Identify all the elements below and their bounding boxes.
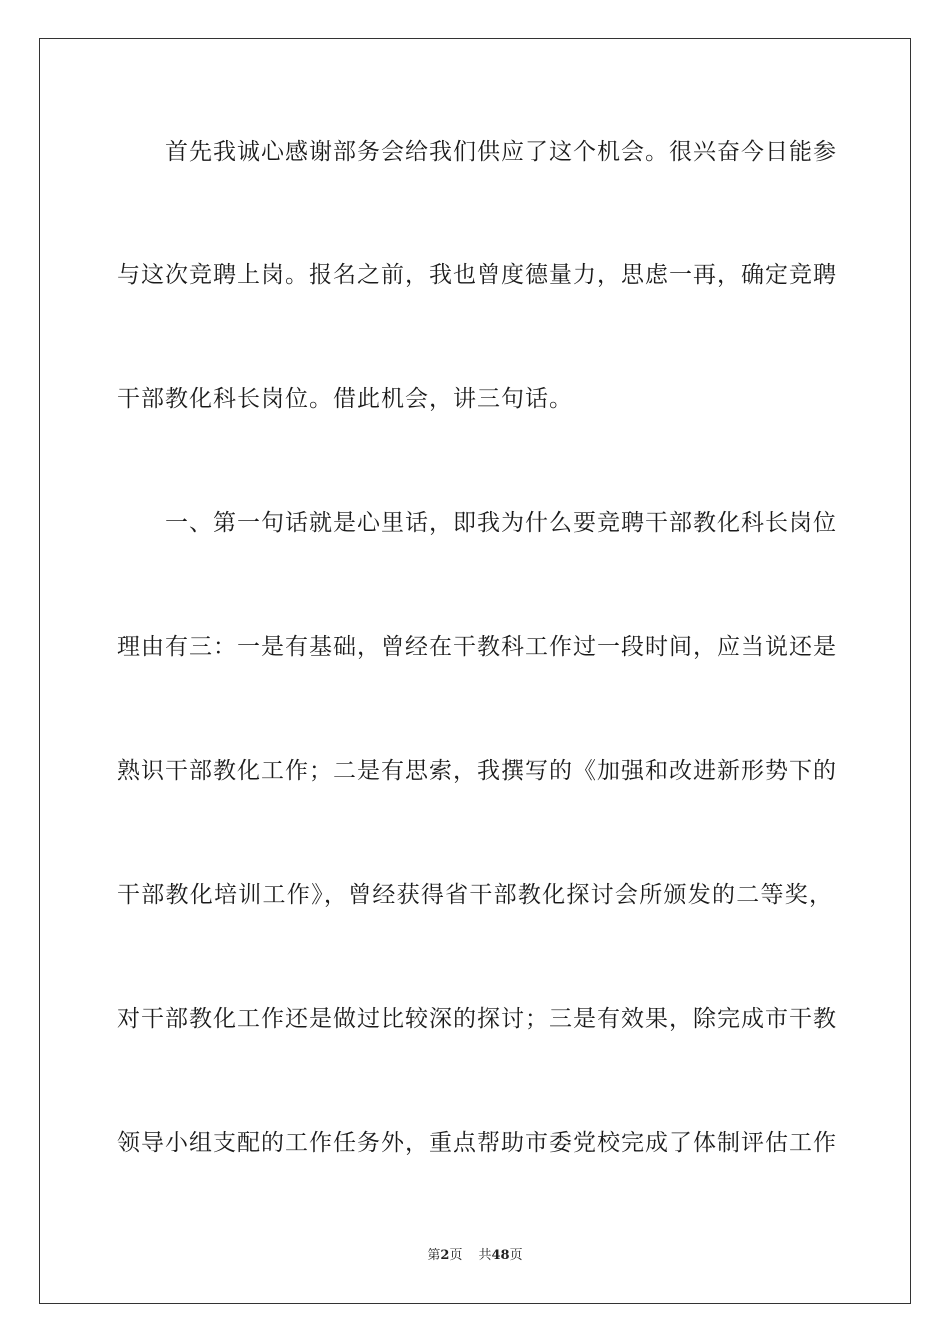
paragraph-2-line-1: 一、第一句话就是心里话，即我为什么要竞聘干部教化科长岗位: [165, 510, 837, 536]
paragraph-2-line-4: 干部教化培训工作》，曾经获得省干部教化探讨会所颁发的二等奖，: [117, 882, 833, 908]
total-suffix: 页: [509, 1248, 523, 1263]
total-pages: 48: [491, 1248, 510, 1263]
paragraph-1-line-3: 干部教化科长岗位。借此机会，讲三句话。: [117, 386, 573, 412]
paragraph-2-line-5: 对干部教化工作还是做过比较深的探讨；三是有效果，除完成市干教: [117, 1006, 837, 1032]
paragraph-2-line-6: 领导小组支配的工作任务外，重点帮助市委党校完成了体制评估工作: [117, 1130, 837, 1156]
page-number: 2: [440, 1248, 450, 1263]
paragraph-1-line-2: 与这次竞聘上岗。报名之前，我也曾度德量力，思虑一再，确定竞聘: [117, 262, 837, 288]
paragraph-1-line-1: 首先我诚心感谢部务会给我们供应了这个机会。很兴奋今日能参: [165, 139, 837, 165]
page-footer: [0, 1248, 950, 1264]
total-prefix: 共: [478, 1248, 492, 1263]
page-suffix: 页: [449, 1248, 463, 1263]
paragraph-2-line-2: 理由有三：一是有基础，曾经在干教科工作过一段时间，应当说还是: [117, 634, 837, 660]
page-border: [39, 38, 911, 1304]
page-prefix: 第: [427, 1248, 441, 1263]
paragraph-2-line-3: 熟识干部教化工作；二是有思索，我撰写的《加强和改进新形势下的: [117, 758, 837, 784]
